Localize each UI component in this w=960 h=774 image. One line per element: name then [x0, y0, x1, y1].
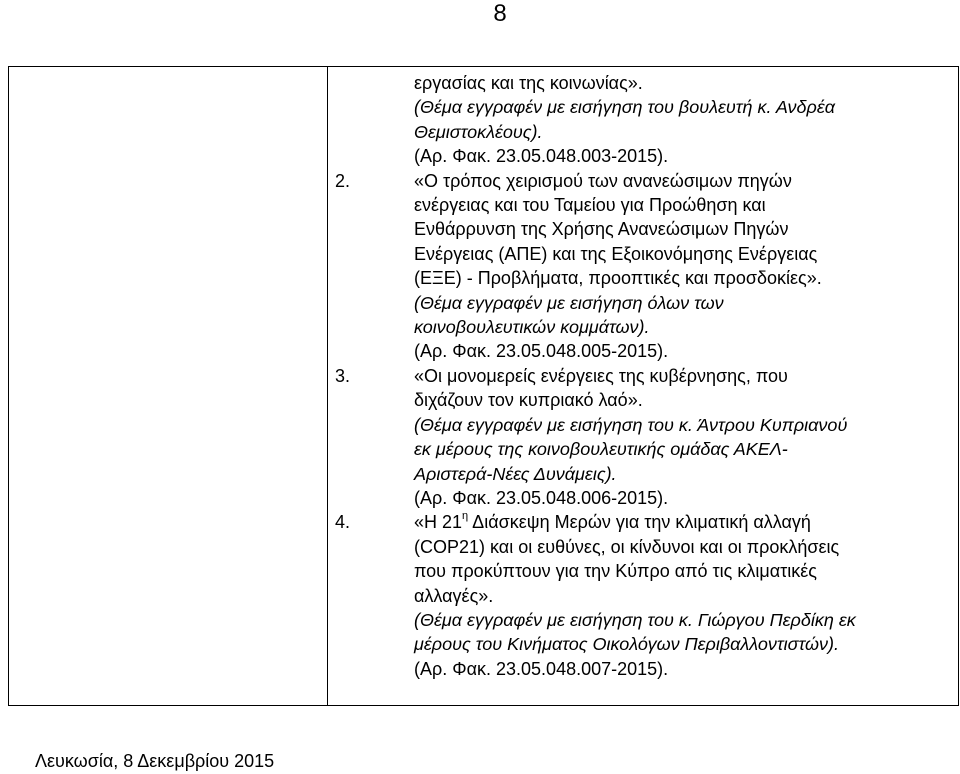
agenda-item-number: 2.: [335, 170, 351, 191]
line-text: «Η 21: [414, 512, 463, 533]
agenda-item: [335, 364, 952, 510]
agenda-item-line: «Οι μονομερείς ενέργειες της κυβέρνησης, που: [414, 365, 788, 386]
agenda-item-line: (Θέμα εγγραφέν με εισήγηση του κ. Γιώργου Περδίκη εκ: [414, 609, 856, 630]
agenda-item-line: «Ο τρόπος χειρισμού των ανανεώσιμων πηγών: [414, 170, 792, 191]
agenda-item-line: μέρους του Κινήματος Οικολόγων Περιβαλλοντιστών).: [414, 634, 839, 655]
agenda-item-line: Θεμιστοκλέους).: [414, 121, 543, 142]
agenda-item-line: [414, 510, 952, 534]
agenda-item-line: που προκύπτουν για την Κύπρο από τις κλιματικές: [414, 561, 817, 582]
agenda-item-line: (Θέμα εγγραφέν με εισήγηση του βουλευτή κ. Ανδρέα: [414, 97, 836, 118]
agenda-item-line: (Αρ. Φακ. 23.05.048.006-2015).: [414, 487, 669, 508]
agenda-item-line: εκ μέρους της κοινοβουλευτικής ομάδας ΑΚΕΛ-: [414, 439, 788, 460]
agenda-item-line: (Αρ. Φακ. 23.05.048.003-2015).: [414, 146, 669, 167]
agenda-item: [335, 510, 952, 681]
agenda-item: [335, 71, 952, 169]
page-number: 8: [493, 0, 507, 27]
agenda-item-line: (Αρ. Φακ. 23.05.048.005-2015).: [414, 341, 669, 362]
column-divider: [327, 67, 328, 705]
agenda-item-line: Ενέργειας (ΑΠΕ) και της Εξοικονόμησης Ενέργειας: [414, 243, 818, 264]
line-text: Διάσκεψη Μερών για την κλιματική αλλαγή: [468, 512, 811, 533]
agenda-item-line: Ενθάρρυνση της Χρήσης Ανανεώσιμων Πηγών: [414, 219, 789, 240]
agenda-item-line: (ΕΞΕ) - Προβλήματα, προοπτικές και προσδοκίες».: [414, 268, 822, 289]
agenda-item-line: (Θέμα εγγραφέν με εισήγηση του κ. Άντρου Κυπριανού: [414, 414, 848, 435]
agenda-items: [335, 71, 952, 681]
agenda-item-number: 4.: [335, 512, 351, 533]
agenda-item-line: (COP21) και οι ευθύνες, οι κίνδυνοι και οι προκλήσεις: [414, 536, 840, 557]
agenda-item-line: κοινοβουλευτικών κομμάτων).: [414, 317, 650, 338]
agenda-item-line: (Αρ. Φακ. 23.05.048.007-2015).: [414, 658, 669, 679]
agenda-item-line: (Θέμα εγγραφέν με εισήγηση όλων των: [414, 292, 724, 313]
place-date-footer: Λευκωσία, 8 Δεκεμβρίου 2015: [35, 751, 275, 771]
ordinal-superscript: η: [462, 510, 469, 523]
agenda-item-line: Αριστερά-Νέες Δυνάμεις).: [414, 463, 617, 484]
agenda-item-number: 3.: [335, 365, 351, 386]
agenda-item: [335, 169, 952, 364]
agenda-item-line: αλλαγές».: [414, 585, 494, 606]
agenda-item-line: εργασίας και της κοινωνίας».: [414, 73, 643, 93]
agenda-item-line: ενέργειας και του Ταμείου για Προώθηση και: [414, 195, 766, 216]
agenda-table: [8, 66, 959, 706]
agenda-item-line: διχάζουν τον κυπριακό λαό».: [414, 390, 643, 411]
